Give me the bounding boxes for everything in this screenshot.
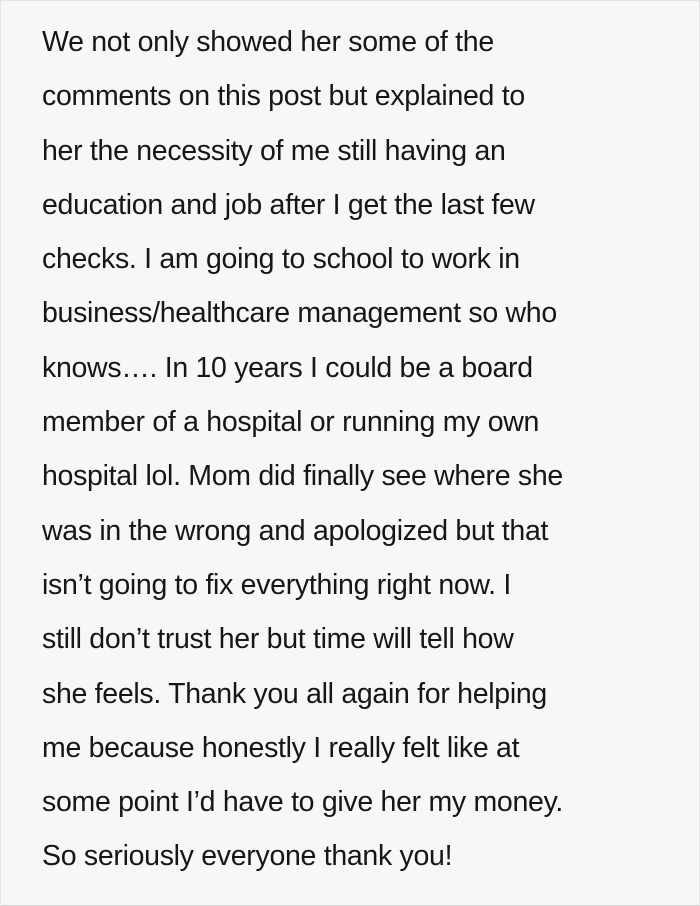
text-line: comments on this post but explained to xyxy=(42,80,525,113)
text-line: me because honestly I really felt like at xyxy=(42,731,520,764)
text-line: member of a hospital or running my own xyxy=(42,406,540,439)
text-line: was in the wrong and apologized but that xyxy=(42,514,549,547)
text-line: education and job after I get the last few xyxy=(42,188,535,221)
text-line: checks. I am going to school to work in xyxy=(42,243,520,276)
text-line: some point I’d have to give her my money. xyxy=(42,786,564,819)
text-line: still don’t trust her but time will tell how xyxy=(42,623,514,656)
text-line: We not only showed her some of the xyxy=(42,26,494,58)
text-line: her the necessity of me still having an xyxy=(42,134,506,167)
text-line: she feels. Thank you all again for helping xyxy=(42,677,547,710)
text-line: business/healthcare management so who xyxy=(42,297,557,330)
text-line: isn’t going to fix everything right now. I xyxy=(42,568,511,601)
text-line: hospital lol. Mom did finally see where she xyxy=(42,460,563,493)
text-line: knows…. In 10 years I could be a board xyxy=(42,351,533,384)
text-line: So seriously everyone thank you! xyxy=(42,840,453,873)
